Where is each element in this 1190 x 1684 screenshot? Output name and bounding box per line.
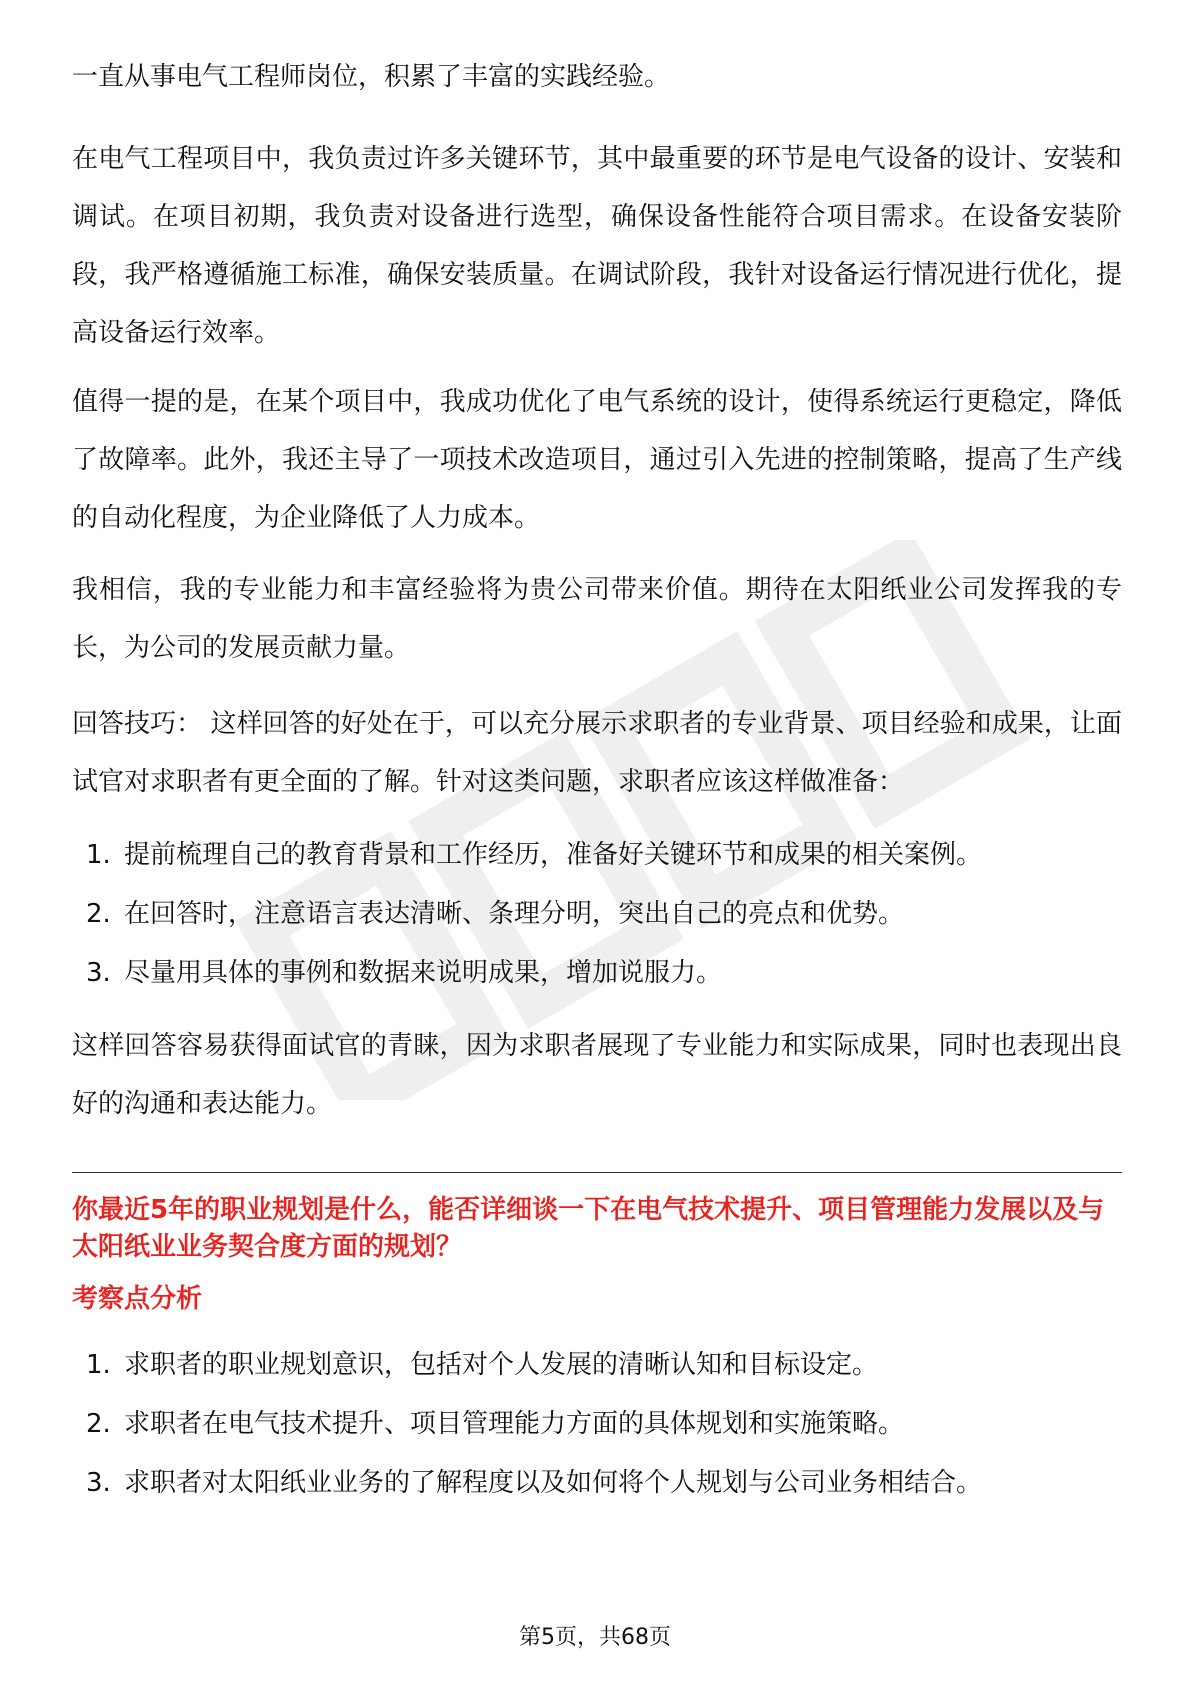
list-item: 3. 求职者对太阳纸业业务的了解程度以及如何将个人规划与公司业务相结合。 bbox=[86, 1468, 983, 1498]
paragraph-conclusion: 我相信，我的专业能力和丰富经验将为贵公司带来价值。期待在太阳纸业公司发挥我的专长，为公司的发展贡献力量。 bbox=[72, 575, 1122, 663]
list-item: 2. 求职者在电气技术提升、项目管理能力方面的具体规划和实施策略。 bbox=[86, 1409, 905, 1439]
question-heading: 你最近5年的职业规划是什么，能否详细谈一下在电气技术提升、项目管理能力发展以及与太阳纸业业务契合度方面的规划？ bbox=[72, 1195, 1105, 1262]
paragraph-intro: 一直从事电气工程师岗位，积累了丰富的实践经验。 bbox=[72, 62, 671, 92]
list-item: 1. 提前梳理自己的教育背景和工作经历，准备好关键环节和成果的相关案例。 bbox=[86, 840, 983, 870]
list-item: 2. 在回答时，注意语言表达清晰、条理分明，突出自己的亮点和优势。 bbox=[86, 899, 905, 929]
list-item: 1. 求职者的职业规划意识，包括对个人发展的清晰认知和目标设定。 bbox=[86, 1350, 879, 1380]
page-number-footer: 第5页，共68页 bbox=[519, 1625, 671, 1650]
paragraph-achievements: 值得一提的是，在某个项目中，我成功优化了电气系统的设计，使得系统运行更稳定，降低了故障率。此外，我还主导了一项技术改造项目，通过引入先进的控制策略，提高了生产线的自动化程度，为企业降低了人力成本。 bbox=[72, 387, 1122, 533]
analysis-heading: 考察点分析 bbox=[72, 1284, 203, 1314]
paragraph-answer-tips: 回答技巧： 这样回答的好处在于，可以充分展示求职者的专业背景、项目经验和成果，让面试官对求职者有更全面的了解。针对这类问题，求职者应该这样做准备： bbox=[72, 709, 1122, 797]
section-divider bbox=[72, 1172, 1122, 1173]
analysis-list bbox=[72, 1336, 1122, 1513]
paragraph-closing: 这样回答容易获得面试官的青睐，因为求职者展现了专业能力和实际成果，同时也表现出良好的沟通和表达能力。 bbox=[72, 1031, 1122, 1119]
list-item: 3. 尽量用具体的事例和数据来说明成果，增加说服力。 bbox=[86, 958, 723, 988]
paragraph-project-duties: 在电气工程项目中，我负责过许多关键环节，其中最重要的环节是电气设备的设计、安装和调试。在项目初期，我负责对设备进行选型，确保设备性能符合项目需求。在设备安装阶段，我严格遵循施工标准，确保安装质量。在调试阶段，我针对设备运行情况进行优化，提高设备运行效率。 bbox=[72, 144, 1122, 348]
tips-list bbox=[72, 826, 1122, 1003]
